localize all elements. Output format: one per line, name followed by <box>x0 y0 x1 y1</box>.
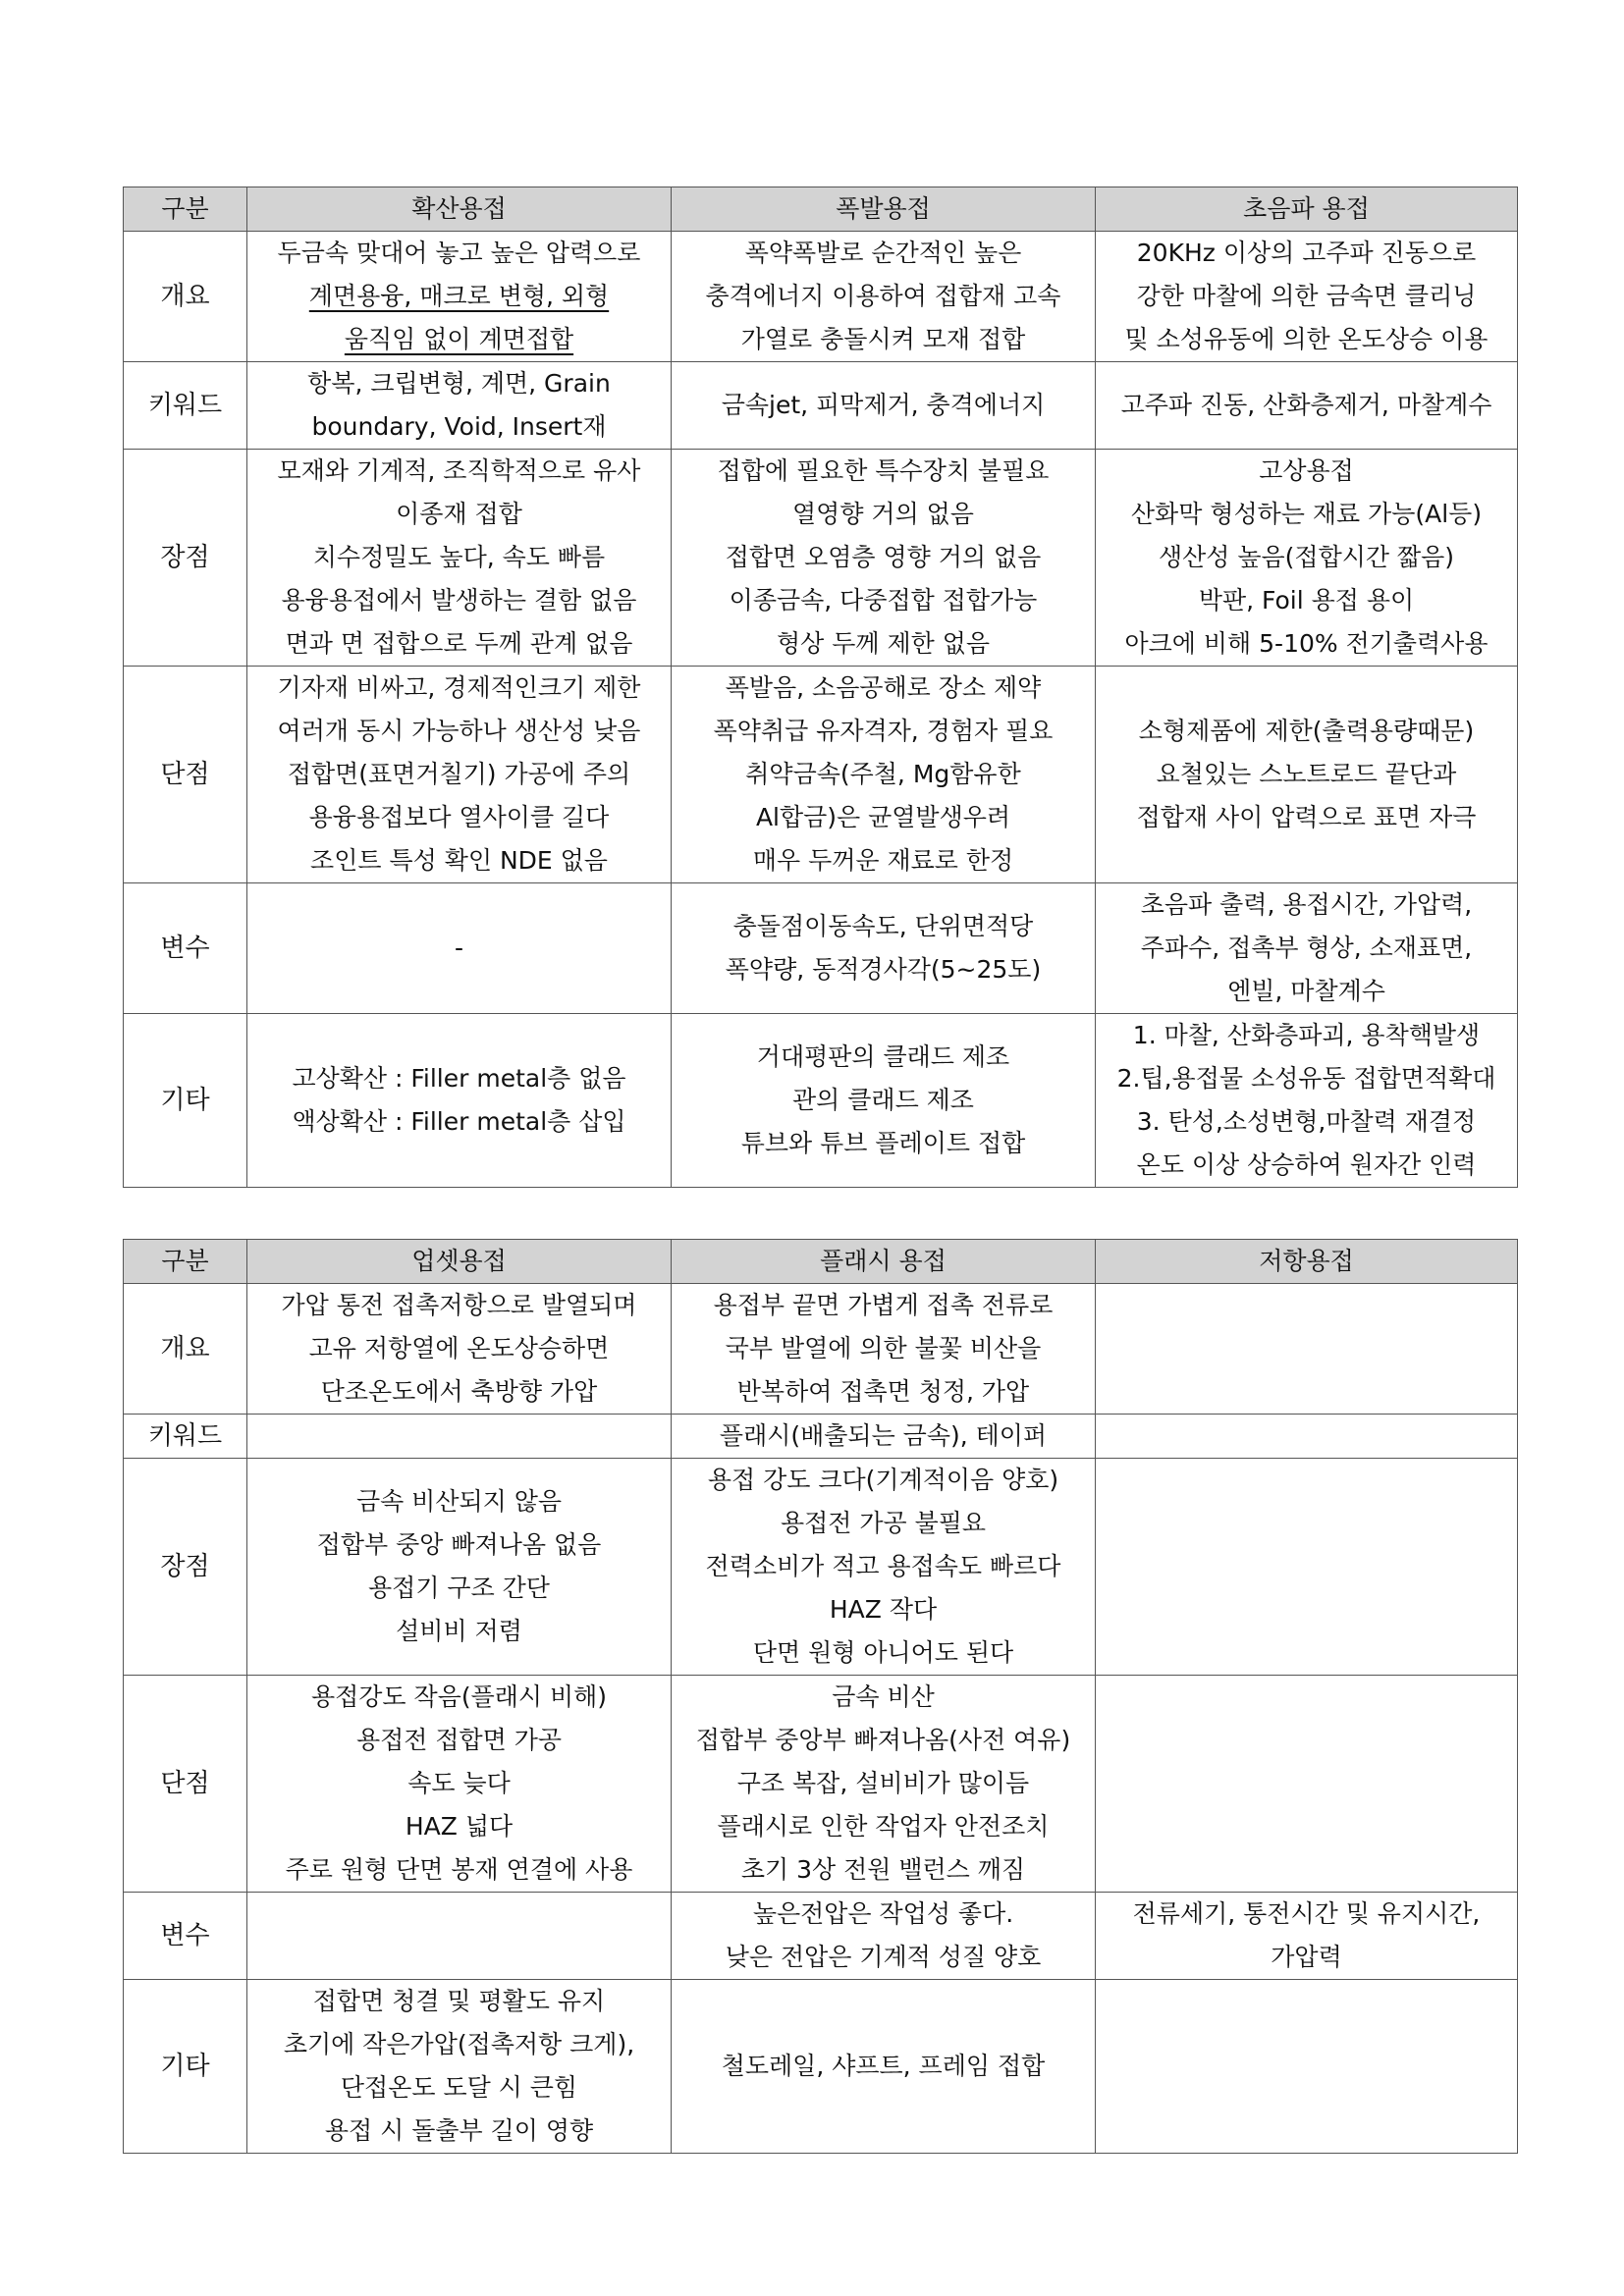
cell-line: 3. 탄성,소성변형,마찰력 재결정 <box>1136 1107 1477 1136</box>
table-row <box>124 1459 1518 1676</box>
cell-line: 초기에 작은가압(접촉저항 크게), <box>283 2030 635 2058</box>
table-row <box>124 1980 1518 2154</box>
cell-line: 이종금속, 다중접합 접합가능 <box>729 586 1038 614</box>
table-row <box>124 362 1518 450</box>
cell-line: 취약금속(주철, Mg함유한 <box>745 760 1021 788</box>
cell-line: 치수정밀도 높다, 속도 빠름 <box>312 543 606 571</box>
cell-line: 반복하여 접촉면 청정, 가압 <box>736 1377 1030 1406</box>
cell-line: 용접 시 돌출부 길이 영향 <box>324 2116 594 2145</box>
table-row <box>124 1893 1518 1980</box>
row-label: 개요 <box>124 232 247 362</box>
table-row <box>124 1014 1518 1188</box>
table-cell <box>672 450 1096 667</box>
cell-line: 용접강도 작음(플래시 비해) <box>310 1682 608 1711</box>
row-label: 단점 <box>124 1676 247 1893</box>
header-flash-welding: 플래시 용접 <box>672 1240 1096 1284</box>
cell-line: 높은전압은 작업성 좋다. <box>752 1899 1014 1928</box>
cell-line: 액상확산 : Filler metal층 삽입 <box>292 1107 626 1136</box>
cell-line: 여러개 동시 가능하나 생산성 낮음 <box>277 717 641 745</box>
header-resistance-welding: 저항용접 <box>1096 1240 1518 1284</box>
table-cell <box>1096 362 1518 450</box>
cell-line: 폭발음, 소음공해로 장소 제약 <box>725 673 1042 702</box>
table-cell <box>672 1676 1096 1893</box>
cell-line: 고주파 진동, 산화층제거, 마찰계수 <box>1120 391 1492 419</box>
table-cell <box>247 450 672 667</box>
cell-line: 금속jet, 피막제거, 충격에너지 <box>721 391 1046 419</box>
cell-line: 고유 저항열에 온도상승하면 <box>308 1334 610 1362</box>
cell-line: 산화막 형성하는 재료 가능(Al등) <box>1130 500 1483 528</box>
cell-line: 접합면 오염층 영향 거의 없음 <box>725 543 1042 571</box>
table-cell <box>1096 667 1518 883</box>
cell-line: 접합에 필요한 특수장치 불필요 <box>717 456 1050 485</box>
cell-line: 폭약취급 유자격자, 경험자 필요 <box>713 717 1054 745</box>
table-cell <box>1096 1893 1518 1980</box>
cell-line: 전력소비가 적고 용접속도 빠르다 <box>705 1552 1061 1580</box>
cell-line: 용융용접보다 열사이클 길다 <box>308 803 610 831</box>
cell-line: 열영향 거의 없음 <box>792 500 974 528</box>
cell-line: 이종재 접합 <box>396 500 522 528</box>
cell-line: 고상확산 : Filler metal층 없음 <box>292 1064 626 1093</box>
cell-line: - <box>454 934 464 962</box>
cell-line: 폭약량, 동적경사각(5~25도) <box>725 955 1042 984</box>
cell-line: 금속 비산 <box>832 1682 935 1711</box>
row-label: 변수 <box>124 1893 247 1980</box>
header-ultrasonic-welding: 초음파 용접 <box>1096 187 1518 232</box>
cell-line: 주파수, 접촉부 형상, 소재표면, <box>1140 934 1473 962</box>
table-row <box>124 232 1518 362</box>
cell-line: 면과 면 접합으로 두께 관계 없음 <box>285 629 633 658</box>
cell-line: 전류세기, 통전시간 및 유지시간, <box>1132 1899 1481 1928</box>
cell-line: 매우 두꺼운 재료로 한정 <box>752 846 1014 875</box>
table-cell <box>672 1459 1096 1676</box>
cell-line: 가압 통전 접촉저항으로 발열되며 <box>281 1291 637 1319</box>
cell-line: 접합면(표면거칠기) 가공에 주의 <box>287 760 631 788</box>
table-cell <box>247 1676 672 1893</box>
cell-line: 접합면 청결 및 평활도 유지 <box>312 1987 606 2015</box>
table-cell <box>247 667 672 883</box>
table-cell <box>672 1980 1096 2154</box>
cell-line: 조인트 특성 확인 NDE 없음 <box>310 846 608 875</box>
cell-line: 철도레일, 샤프트, 프레임 접합 <box>721 2052 1046 2080</box>
cell-line: 고상용접 <box>1259 456 1354 485</box>
cell-line: 및 소성유동에 의한 온도상승 이용 <box>1124 325 1489 353</box>
cell-line: 온도 이상 상승하여 원자간 인력 <box>1136 1150 1477 1179</box>
cell-line: 관의 클래드 제조 <box>792 1086 974 1114</box>
table-cell <box>1096 1284 1518 1415</box>
row-label: 장점 <box>124 1459 247 1676</box>
table-header-row <box>124 187 1518 232</box>
cell-line: 접합부 중앙부 빠져나옴(사전 여유) <box>695 1726 1071 1754</box>
cell-line: 주로 원형 단면 봉재 연결에 사용 <box>285 1855 633 1884</box>
cell-line: 가열로 충돌시켜 모재 접합 <box>740 325 1026 353</box>
table-cell <box>247 362 672 450</box>
table-row <box>124 667 1518 883</box>
table-cell <box>672 1415 1096 1459</box>
cell-line: 가압력 <box>1271 1943 1342 1971</box>
cell-line: 기자재 비싸고, 경제적인크기 제한 <box>277 673 641 702</box>
row-label: 기타 <box>124 1980 247 2154</box>
table-cell <box>247 883 672 1014</box>
cell-line: 계면용융, 매크로 변형, 외형 <box>308 282 610 310</box>
table-cell <box>672 883 1096 1014</box>
header-category: 구분 <box>124 187 247 232</box>
cell-line: 용접 강도 크다(기계적이음 양호) <box>707 1466 1059 1494</box>
cell-line: HAZ 작다 <box>829 1595 938 1624</box>
cell-line: 접합재 사이 압력으로 표면 자극 <box>1136 803 1477 831</box>
table-cell <box>1096 883 1518 1014</box>
cell-line: 용접기 구조 간단 <box>368 1574 550 1602</box>
row-label: 개요 <box>124 1284 247 1415</box>
table-cell <box>1096 1676 1518 1893</box>
table-cell <box>247 232 672 362</box>
cell-line: 충격에너지 이용하여 접합재 고속 <box>705 282 1061 310</box>
cell-line: boundary, Void, Insert재 <box>311 412 607 441</box>
table-cell <box>247 1415 672 1459</box>
table-cell <box>1096 1980 1518 2154</box>
header-upset-welding: 업셋용접 <box>247 1240 672 1284</box>
cell-line: 용접부 끝면 가볍게 접촉 전류로 <box>713 1291 1054 1319</box>
cell-line: 설비비 저렴 <box>396 1617 522 1645</box>
cell-line: 아크에 비해 5-10% 전기출력사용 <box>1124 629 1489 658</box>
cell-line: 구조 복잡, 설비비가 많이듬 <box>736 1769 1030 1797</box>
cell-line: 거대평판의 클래드 제조 <box>756 1042 1010 1071</box>
cell-line: 단조온도에서 축방향 가압 <box>320 1377 598 1406</box>
header-diffusion-welding: 확산용접 <box>247 187 672 232</box>
table-cell <box>247 1014 672 1188</box>
cell-line: 플래시로 인한 작업자 안전조치 <box>717 1812 1050 1841</box>
table-cell <box>1096 1415 1518 1459</box>
row-label: 키워드 <box>124 362 247 450</box>
cell-line: 낮은 전압은 기계적 성질 양호 <box>725 1943 1042 1971</box>
table-cell <box>247 1893 672 1980</box>
cell-line: 모재와 기계적, 조직학적으로 유사 <box>277 456 641 485</box>
cell-line: 용접전 접합면 가공 <box>355 1726 563 1754</box>
cell-line: 금속 비산되지 않음 <box>355 1487 563 1516</box>
cell-line: 박판, Foil 용접 용이 <box>1198 586 1415 614</box>
cell-line: 단면 원형 아니어도 된다 <box>752 1638 1014 1667</box>
cell-line: 두금속 맞대어 놓고 높은 압력으로 <box>277 239 641 267</box>
cell-line: Al합금)은 균열발생우려 <box>755 803 1011 831</box>
table-row <box>124 883 1518 1014</box>
header-category: 구분 <box>124 1240 247 1284</box>
welding-comparison-table-2 <box>123 1239 1518 2154</box>
cell-line: 충돌점이동속도, 단위면적당 <box>732 912 1034 940</box>
cell-line: 요철있는 스노트로드 끝단과 <box>1156 760 1457 788</box>
table-header-row <box>124 1240 1518 1284</box>
cell-line: 속도 늦다 <box>407 1769 511 1797</box>
cell-line: 초기 3상 전원 밸런스 깨짐 <box>740 1855 1026 1884</box>
row-label: 단점 <box>124 667 247 883</box>
row-label: 키워드 <box>124 1415 247 1459</box>
row-label: 기타 <box>124 1014 247 1188</box>
cell-line: 움직임 없이 계면접합 <box>344 325 574 353</box>
row-label: 변수 <box>124 883 247 1014</box>
table-cell <box>247 1980 672 2154</box>
table-cell <box>247 1459 672 1676</box>
table-cell <box>1096 1459 1518 1676</box>
cell-line: 형상 두께 제한 없음 <box>776 629 991 658</box>
table-cell <box>672 1014 1096 1188</box>
cell-line: 강한 마찰에 의한 금속면 클리닝 <box>1136 282 1477 310</box>
table-row <box>124 1415 1518 1459</box>
row-label: 장점 <box>124 450 247 667</box>
cell-line: 용접전 가공 불필요 <box>780 1509 987 1537</box>
cell-line: HAZ 넓다 <box>405 1812 514 1841</box>
cell-line: 튜브와 튜브 플레이트 접합 <box>740 1129 1026 1157</box>
cell-line: 단접온도 도달 시 큰힘 <box>340 2073 578 2102</box>
cell-line: 접합부 중앙 빠져나옴 없음 <box>316 1530 602 1559</box>
table-cell <box>672 1284 1096 1415</box>
cell-line: 1. 마찰, 산화층파괴, 용착핵발생 <box>1132 1021 1481 1049</box>
table-cell <box>1096 1014 1518 1188</box>
cell-line: 20KHz 이상의 고주파 진동으로 <box>1136 239 1477 267</box>
cell-line: 소형제품에 제한(출력용량때문) <box>1138 717 1475 745</box>
table-cell <box>1096 450 1518 667</box>
cell-line: 2.팁,용접물 소성유동 접합면적확대 <box>1116 1064 1496 1093</box>
table-cell <box>672 667 1096 883</box>
cell-line: 용융용접에서 발생하는 결함 없음 <box>281 586 637 614</box>
table-row <box>124 1676 1518 1893</box>
table-row <box>124 1284 1518 1415</box>
table-cell <box>1096 232 1518 362</box>
table-row <box>124 450 1518 667</box>
header-explosion-welding: 폭발용접 <box>672 187 1096 232</box>
cell-line: 항복, 크립변형, 계면, Grain <box>307 369 611 398</box>
cell-line: 초음파 출력, 용접시간, 가압력, <box>1140 890 1473 919</box>
cell-line: 플래시(배출되는 금속), 테이퍼 <box>719 1421 1048 1450</box>
cell-line: 폭약폭발로 순간적인 높은 <box>744 239 1022 267</box>
cell-line: 생산성 높음(접합시간 짧음) <box>1158 543 1455 571</box>
table-cell <box>672 232 1096 362</box>
table-cell <box>672 1893 1096 1980</box>
cell-line: 국부 발열에 의한 불꽃 비산을 <box>725 1334 1042 1362</box>
table-cell <box>672 362 1096 450</box>
cell-line: 엔빌, 마찰계수 <box>1227 977 1385 1005</box>
table-cell <box>247 1284 672 1415</box>
welding-comparison-table-1 <box>123 187 1518 1188</box>
